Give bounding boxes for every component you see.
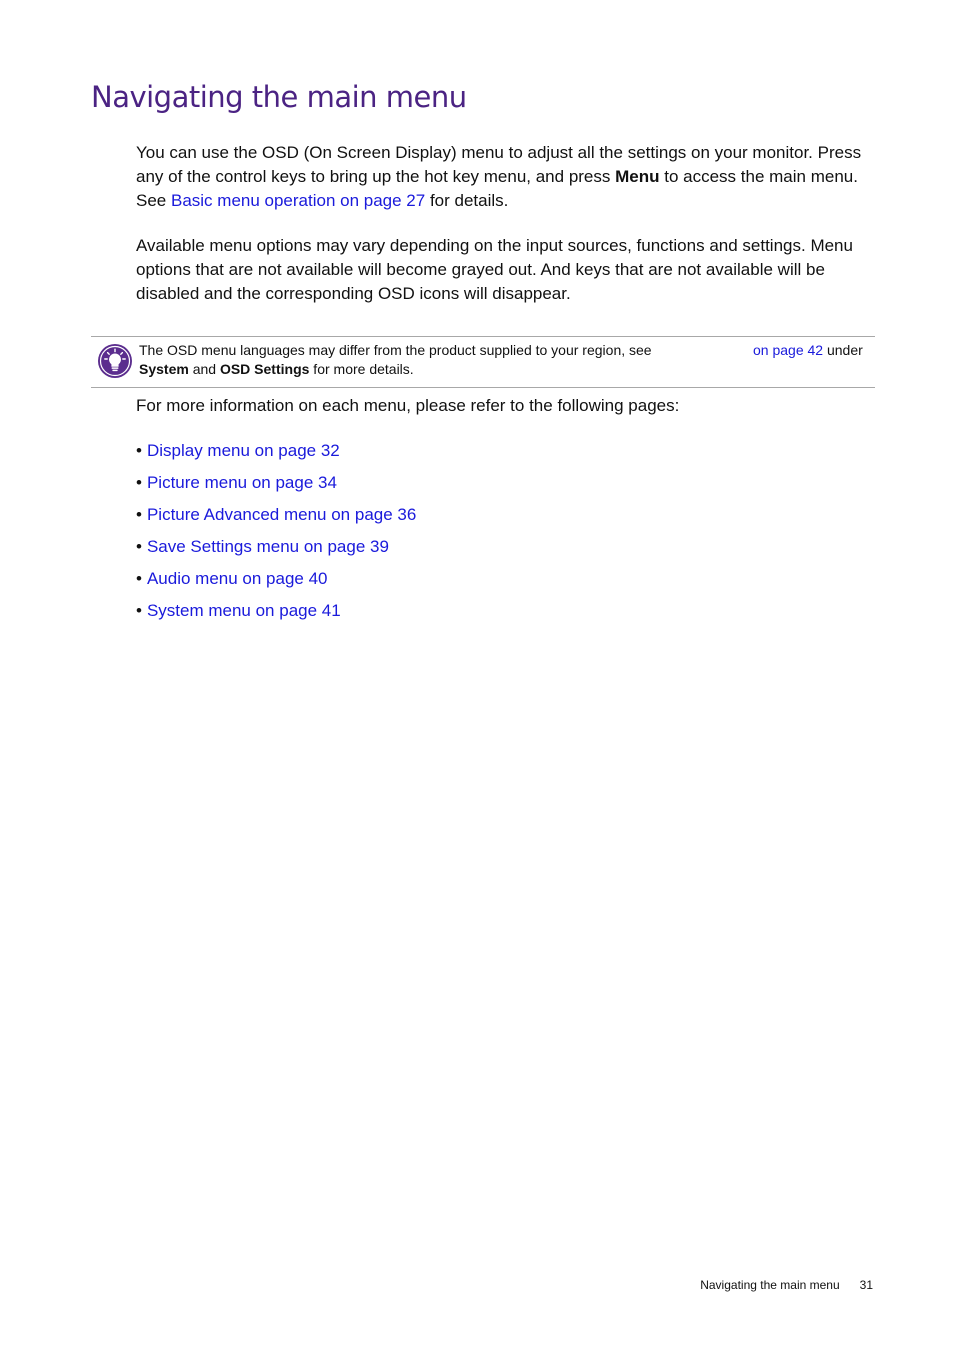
osd-settings-page-link[interactable]: on page 42 <box>753 342 824 358</box>
note-text <box>139 341 871 379</box>
note-osd-settings-label: OSD Settings <box>219 361 310 377</box>
more-info-paragraph: For more information on each menu, please refer to the following pages: <box>136 396 680 415</box>
note-end-text: for more details. <box>309 361 414 377</box>
page-title: Navigating the main menu <box>91 80 467 114</box>
page-number: 31 <box>859 1278 873 1292</box>
picture-menu-link[interactable]: Picture menu on page 34 <box>146 473 337 492</box>
footer-section-title: Navigating the main menu <box>700 1278 840 1292</box>
note-line-1 <box>139 341 871 360</box>
bullet: • <box>136 601 142 620</box>
list-item <box>136 599 416 631</box>
menu-key-label: Menu <box>615 167 660 186</box>
note-text-1: The OSD menu languages may differ from the product supplied to your region, see <box>139 342 652 358</box>
note-mid-text: and <box>188 361 220 377</box>
list-item <box>136 567 416 599</box>
list-item <box>136 439 416 471</box>
system-menu-link[interactable]: System menu on page 41 <box>146 601 341 620</box>
note-system-label: System <box>139 361 189 377</box>
bullet: • <box>136 473 142 492</box>
note-line-2 <box>139 360 871 379</box>
note-reference <box>753 341 863 360</box>
list-item <box>136 535 416 567</box>
note-after-link: under <box>823 342 863 358</box>
save-settings-menu-link[interactable]: Save Settings menu on page 39 <box>146 537 389 556</box>
intro-text-1: You can use the OSD (On Screen Display) menu to adjust all the settings on your monitor. Press any of the control keys to bring up the hot key menu, and press <box>136 143 862 186</box>
note-box <box>91 336 875 388</box>
bullet: • <box>136 505 142 524</box>
bullet: • <box>136 569 142 588</box>
intro-text-2: to access the main menu. See <box>136 167 858 210</box>
bullet: • <box>136 537 142 556</box>
intro-paragraph <box>136 141 876 213</box>
picture-advanced-menu-link[interactable]: Picture Advanced menu on page 36 <box>146 505 417 524</box>
display-menu-link[interactable]: Display menu on page 32 <box>146 441 340 460</box>
audio-menu-link[interactable]: Audio menu on page 40 <box>146 569 328 588</box>
basic-menu-operation-link[interactable]: Basic menu operation on page 27 <box>170 191 426 210</box>
availability-paragraph: Available menu options may vary depending on the input sources, functions and settings. Menu options that are not available will become grayed out. And keys that are not available will be disabled and the corresponding OSD icons will disappear. <box>136 236 853 303</box>
lightbulb-icon <box>97 343 133 379</box>
list-item <box>136 503 416 535</box>
page-footer <box>600 1278 873 1292</box>
intro-text-3: for details. <box>425 191 509 210</box>
menu-link-list <box>136 439 416 631</box>
list-item <box>136 471 416 503</box>
bullet: • <box>136 441 142 460</box>
